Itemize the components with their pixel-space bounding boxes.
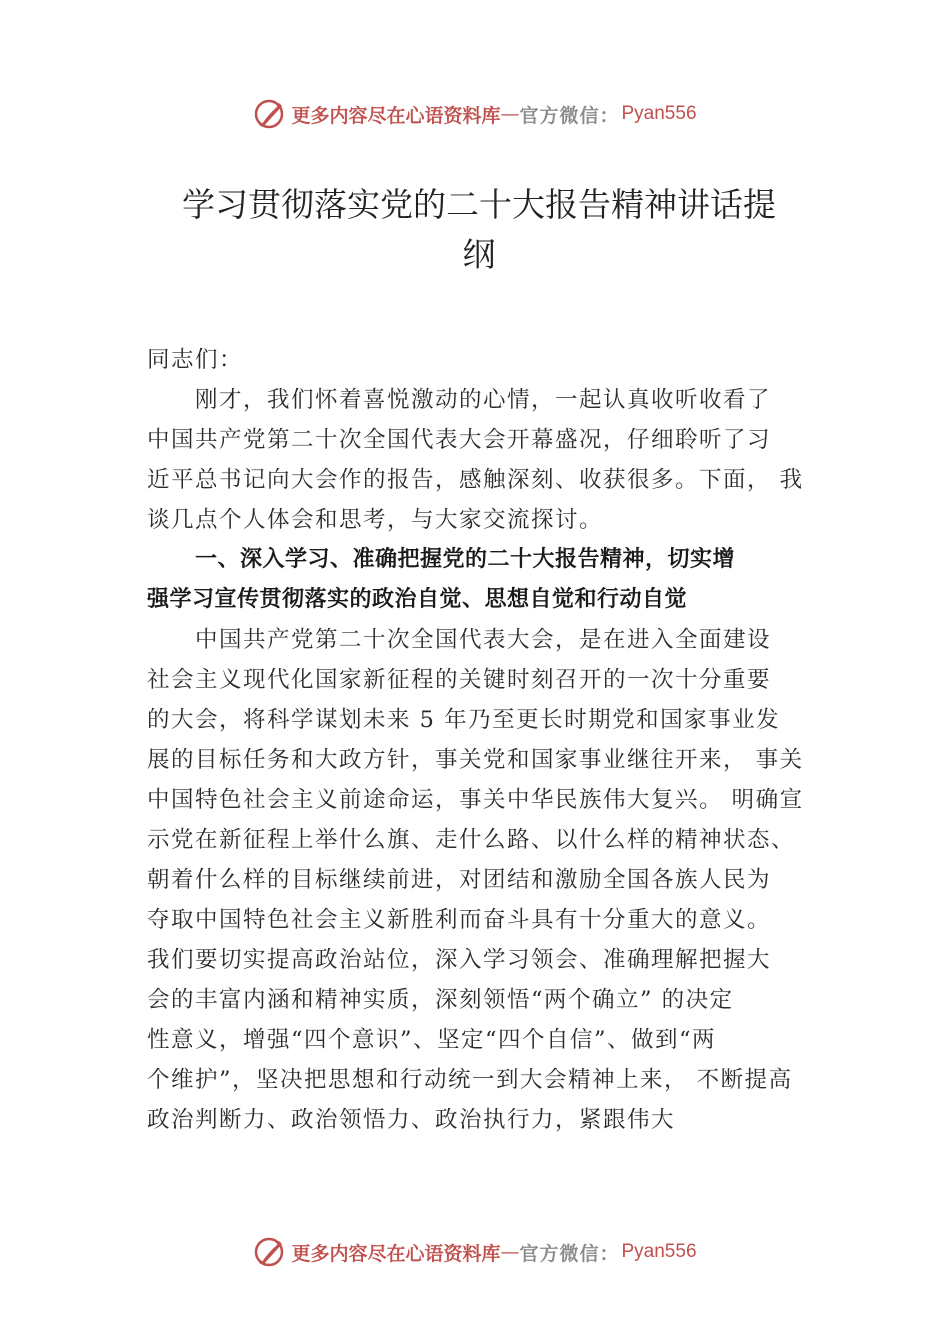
banner-library-text: 更多内容尽在心语资料库: [291, 1242, 501, 1265]
quill-logo-icon: [253, 1235, 287, 1269]
paragraph-line: 朝着什么样的目标继续前进，对团结和激励全国各族人民为: [147, 867, 772, 893]
banner-wechat-id: Pyan556: [621, 1241, 697, 1262]
section-heading-line: 一、深入学习、准确把握党的二十大报告精神，切实增: [195, 547, 736, 572]
paragraph-line: 中国共产党第二十次全国代表大会，是在进入全面建设: [195, 627, 772, 653]
quill-logo-icon: [253, 97, 287, 131]
paragraph-line: 谈几点个人体会和思考，与大家交流探讨。: [147, 507, 604, 533]
banner-library-text: 更多内容尽在心语资料库: [291, 104, 501, 127]
salutation: 同志们：: [147, 347, 244, 373]
document-body: [147, 340, 827, 1140]
paragraph-line: 示党在新征程上举什么旗、走什么路、以什么样的精神状态、: [147, 827, 796, 853]
paragraph-line: 会的丰富内涵和精神实质，深刻领悟“两个确立” 的决定: [147, 987, 734, 1013]
paragraph-line: 社会主义现代化国家新征程的关键时刻召开的一次十分重要: [147, 667, 772, 693]
banner-separator: —: [500, 1241, 520, 1263]
document-title: [148, 180, 810, 280]
title-line: 学习贯彻落实党的二十大报告精神讲话提: [182, 185, 776, 224]
paragraph-line: 个维护”，坚决把思想和行动统一到大会精神上来， 不断提高: [147, 1067, 793, 1093]
paragraph-line: 政治判断力、政治领悟力、政治执行力，紧跟伟大: [147, 1107, 676, 1133]
paragraph-line: 展的目标任务和大政方针，事关党和国家事业继往开来， 事关: [147, 747, 804, 773]
paragraph-line: 的大会，将科学谋划未来 5 年乃至更长时期党和国家事业发: [147, 707, 781, 733]
header-watermark-banner: [0, 94, 950, 134]
title-line: 纲: [462, 235, 496, 274]
banner-separator: —: [500, 103, 520, 125]
paragraph-line: 中国共产党第二十次全国代表大会开幕盛况，仔细聆听了习: [147, 427, 772, 453]
paragraph-line: 近平总书记向大会作的报告，感触深刻、收获很多。下面， 我: [147, 467, 804, 493]
banner-wechat-label: 官方微信：: [519, 1242, 620, 1265]
banner-wechat-label: 官方微信：: [519, 104, 620, 127]
paragraph-line: 性意义，增强“四个意识”、坚定“四个自信”、做到“两: [147, 1027, 717, 1053]
paragraph-line: 中国特色社会主义前途命运，事关中华民族伟大复兴。 明确宣: [147, 787, 804, 813]
section-heading-line: 强学习宣传贯彻落实的政治自觉、思想自觉和行动自觉: [147, 587, 688, 612]
paragraph-line: 夺取中国特色社会主义新胜利而奋斗具有十分重大的意义。: [147, 907, 772, 933]
paragraph-line: 刚才，我们怀着喜悦激动的心情，一起认真收听收看了: [195, 387, 772, 413]
banner-wechat-id: Pyan556: [621, 103, 697, 124]
footer-watermark-banner: [0, 1232, 950, 1272]
paragraph-line: 我们要切实提高政治站位，深入学习领会、准确理解把握大: [147, 947, 772, 973]
